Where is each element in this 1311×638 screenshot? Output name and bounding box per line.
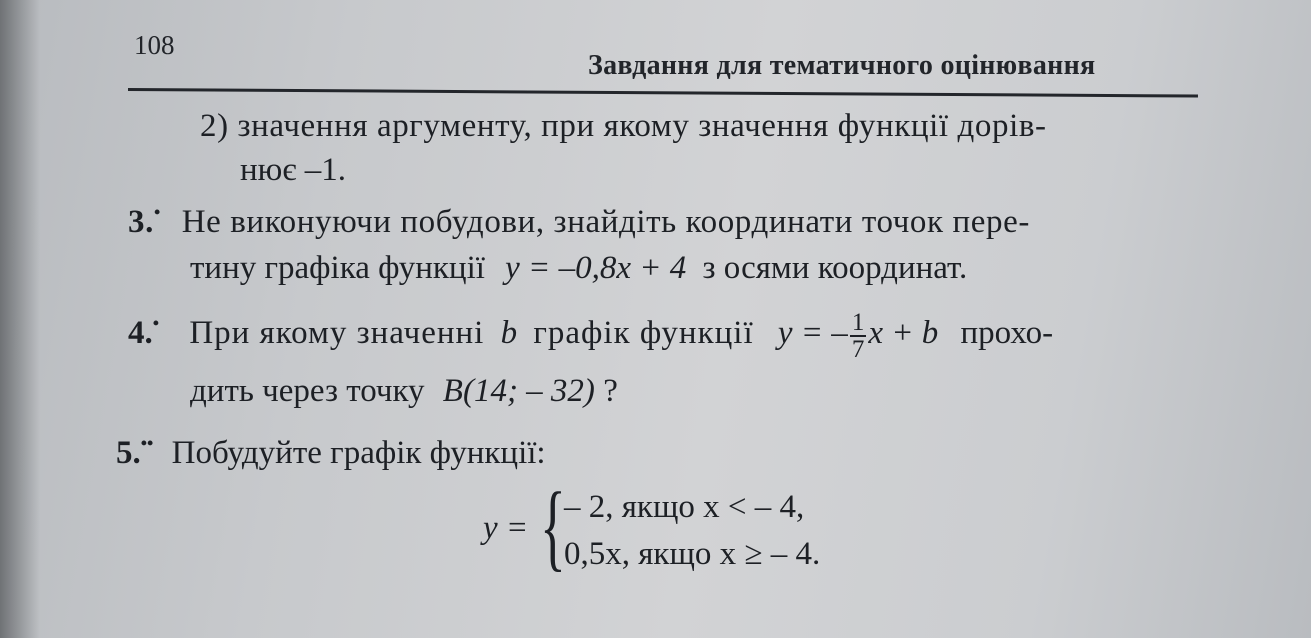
task4-difficulty-marker: •: [152, 313, 160, 333]
task4-line2-text: дить через точку: [190, 373, 425, 409]
task5-case1: – 2, якщо x < – 4,: [564, 489, 805, 525]
task5-formula-lhs: y =: [483, 510, 529, 546]
task4-frac-numerator: 1: [851, 309, 865, 336]
page-number: 108: [134, 30, 175, 60]
item2-line1: 2) значення аргументу, при якому значення функції дорів-: [200, 108, 1047, 144]
task3-line2: [190, 252, 967, 285]
piecewise-brace: {: [540, 473, 566, 581]
task4-line1: [128, 310, 1053, 362]
task4-frac-denominator: 7: [851, 336, 865, 363]
task5-text: Побудуйте графік функції:: [171, 435, 546, 471]
task4-fraction: [850, 310, 867, 362]
task4-line2: [190, 375, 618, 408]
task5-difficulty-marker: ••: [140, 433, 154, 453]
task3-difficulty-marker: •: [153, 202, 161, 222]
header-rule: [128, 88, 1198, 98]
task5-case2: 0,5x, якщо x ≥ – 4.: [564, 536, 821, 572]
task4-line1-tail: прохо-: [960, 315, 1054, 351]
task4-point: B(14; – 32): [442, 373, 595, 409]
task3-line2-tail: з осями координат.: [702, 250, 968, 286]
task4-number: 4.: [128, 315, 153, 351]
task3-number: 3.: [128, 204, 154, 240]
task5-line: [116, 434, 546, 470]
task4-formula-start: y = –: [777, 315, 848, 351]
task3-line1: [128, 203, 1030, 239]
running-title: Завдання для тематичного оцінювання: [588, 50, 1096, 81]
task4-text-mid: графік функції: [533, 315, 754, 351]
item2-line2: нює –1.: [240, 152, 346, 188]
task3-line2-text: тину графіка функції: [190, 250, 485, 286]
task3-formula: y = –0,8x + 4: [505, 250, 687, 286]
task3-text: Не виконуючи побудови, знайдіть координати точок пере-: [181, 204, 1030, 240]
task4-question-mark: ?: [603, 373, 618, 409]
task4-formula-end: x + b: [868, 315, 939, 351]
task4-text: При якому значенні: [189, 315, 485, 351]
page-edge-shadow: [0, 0, 40, 638]
task5-number: 5.: [116, 435, 141, 471]
task4-var-b: b: [500, 315, 518, 351]
